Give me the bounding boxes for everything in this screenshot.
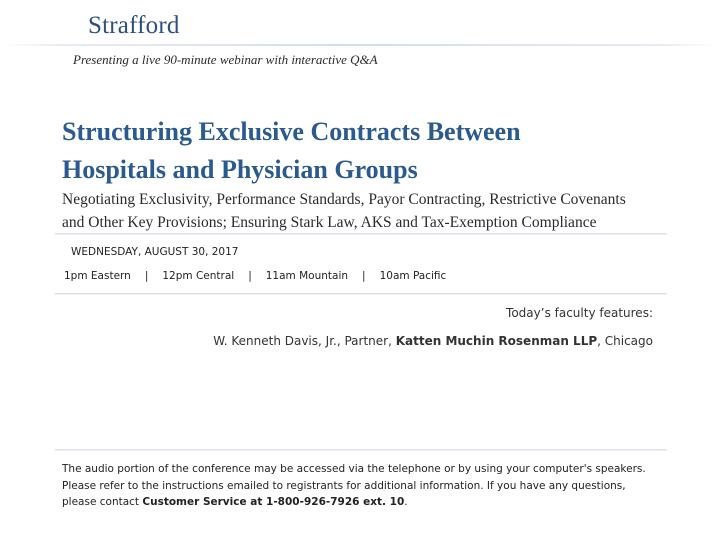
header-divider [0, 44, 720, 46]
faculty-location: , Chicago [597, 334, 653, 348]
customer-service-contact: Customer Service at 1-800-926-7926 ext. 10 [142, 496, 405, 508]
webinar-tagline: Presenting a live 90-minute webinar with interactive Q&A [73, 52, 378, 67]
time-central: 12pm Central [162, 270, 235, 282]
webinar-times [64, 270, 446, 282]
faculty-name-role: W. Kenneth Davis, Jr., Partner, [213, 334, 392, 348]
time-separator: | [144, 270, 149, 282]
faculty-firm: Katten Muchin Rosenman LLP [395, 334, 598, 348]
strafford-logo: Strafford [88, 12, 180, 39]
faculty-intro: Today’s faculty features: [506, 306, 653, 320]
title-line-2: Hospitals and Physician Groups [62, 155, 418, 184]
time-pacific: 10am Pacific [379, 270, 447, 282]
subtitle-line-2: and Other Key Provisions; Ensuring Stark Law, AKS and Tax-Exemption Compliance [62, 214, 597, 231]
audio-notice [62, 461, 662, 511]
notice-end: . [404, 496, 408, 508]
schedule-divider [55, 293, 667, 294]
faculty-member [213, 334, 653, 348]
webinar-date: WEDNESDAY, AUGUST 30, 2017 [71, 246, 239, 258]
time-mountain: 11am Mountain [265, 270, 349, 282]
time-eastern: 1pm Eastern [64, 270, 131, 282]
webinar-title [62, 113, 682, 189]
time-separator: | [248, 270, 252, 282]
notice-text: The audio portion of the conference may be accessed via the telephone or by using your computer's speakers. Please refer to the instructions emailed to registrants for additional information. If you have any questions, please contact [62, 463, 646, 508]
subtitle-line-1: Negotiating Exclusivity, Performance Standards, Payor Contracting, Restrictive Covenants [62, 191, 626, 208]
title-line-1: Structuring Exclusive Contracts Between [62, 117, 521, 146]
footer-divider [55, 449, 667, 450]
time-separator: | [362, 270, 366, 282]
title-divider [55, 233, 667, 234]
webinar-subtitle [62, 188, 662, 234]
